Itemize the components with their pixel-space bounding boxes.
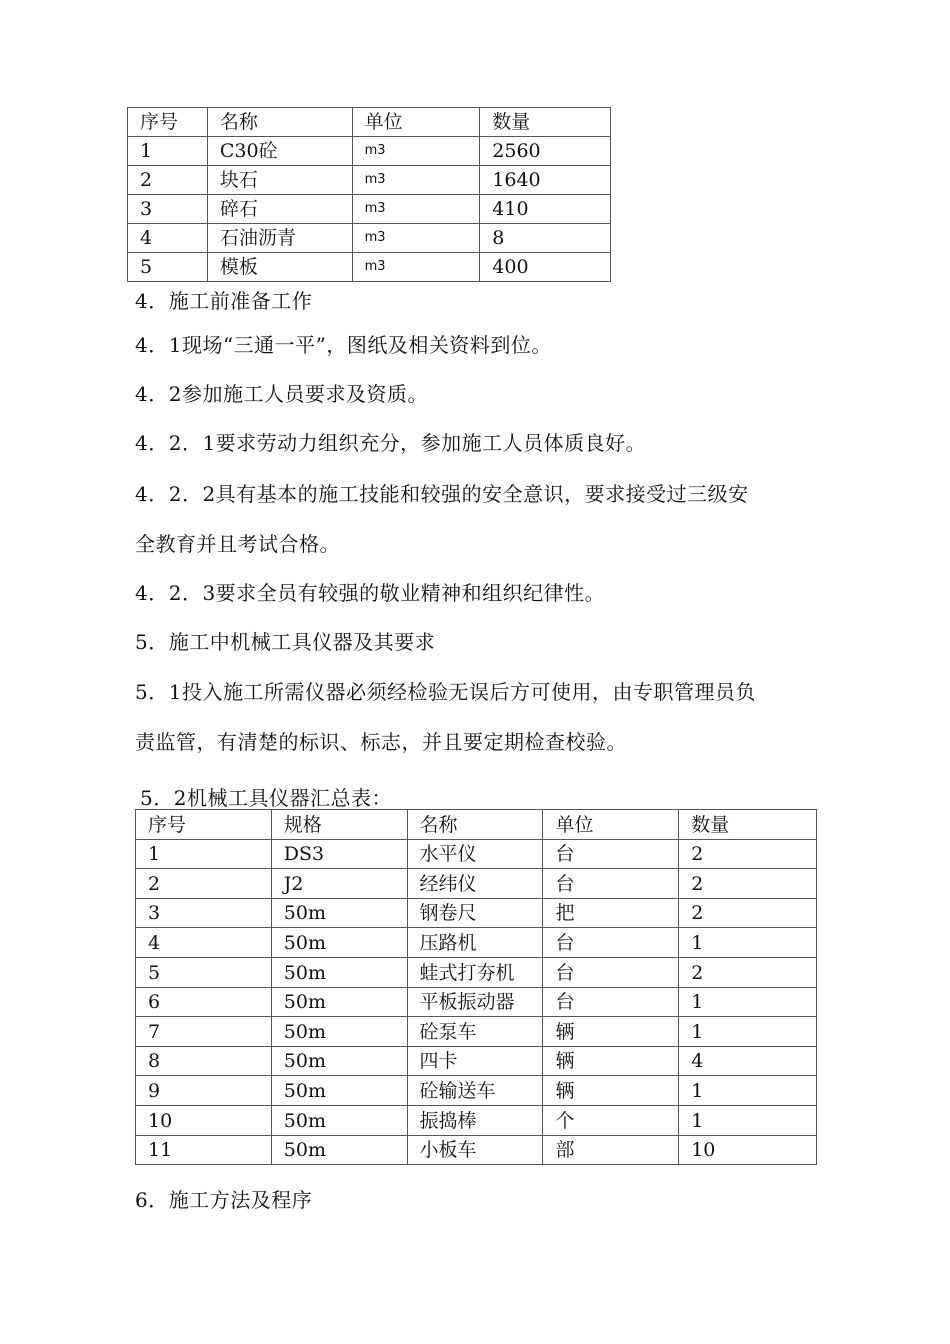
- materials-cell: m3: [352, 195, 480, 224]
- section-4-heading: 4．施工前准备工作: [135, 289, 313, 313]
- materials-cell: m3: [352, 137, 480, 166]
- equipment-cell: 50m: [271, 957, 407, 987]
- equipment-cell: 辆: [543, 1017, 679, 1047]
- equipment-cell: 蛙式打夯机: [407, 957, 543, 987]
- equipment-cell: 四卡: [407, 1046, 543, 1076]
- table-row: [128, 166, 611, 195]
- equipment-cell: 把: [543, 898, 679, 928]
- equipment-header-cell: 序号: [136, 810, 272, 840]
- materials-cell: 模板: [207, 253, 352, 282]
- equipment-cell: 7: [136, 1017, 272, 1047]
- materials-cell: 碎石: [207, 195, 352, 224]
- materials-cell: m3: [352, 166, 480, 195]
- equipment-cell: 1: [679, 1076, 817, 1106]
- equipment-cell: 钢卷尺: [407, 898, 543, 928]
- table-row: [136, 869, 817, 899]
- equipment-cell: 50m: [271, 1105, 407, 1135]
- equipment-cell: 5: [136, 957, 272, 987]
- equipment-cell: 1: [679, 1105, 817, 1135]
- section-4-1: 4．1现场“三通一平”，图纸及相关资料到位。: [135, 333, 552, 357]
- equipment-cell: 部: [543, 1135, 679, 1165]
- section-6-heading: 6．施工方法及程序: [135, 1188, 313, 1212]
- materials-cell: C30砼: [207, 137, 352, 166]
- equipment-cell: 50m: [271, 1017, 407, 1047]
- equipment-cell: 2: [679, 839, 817, 869]
- materials-cell: 石油沥青: [207, 224, 352, 253]
- table-row: [136, 1076, 817, 1106]
- section-5-1-line1: 5．1投入施工所需仪器必须经检验无误后方可使用，由专职管理员负: [135, 680, 756, 704]
- equipment-cell: 2: [136, 869, 272, 899]
- equipment-cell: 9: [136, 1076, 272, 1106]
- materials-cell: 块石: [207, 166, 352, 195]
- section-4-2-2-line1: 4．2．2具有基本的施工技能和较强的安全意识，要求接受过三级安: [135, 482, 749, 506]
- equipment-table: [135, 809, 817, 1165]
- section-5-1-line2: 责监管，有清楚的标识、标志，并且要定期检查校验。: [135, 730, 627, 754]
- equipment-cell: 振捣棒: [407, 1105, 543, 1135]
- table-row: [128, 224, 611, 253]
- table-row: [128, 253, 611, 282]
- equipment-cell: 砼输送车: [407, 1076, 543, 1106]
- equipment-header-cell: 规格: [271, 810, 407, 840]
- equipment-cell: 10: [136, 1105, 272, 1135]
- materials-cell: 3: [128, 195, 208, 224]
- table-row: [136, 957, 817, 987]
- equipment-cell: 2: [679, 869, 817, 899]
- equipment-cell: 50m: [271, 987, 407, 1017]
- equipment-cell: J2: [271, 869, 407, 899]
- table-row: [136, 1046, 817, 1076]
- section-4-2-1: 4．2．1要求劳动力组织充分，参加施工人员体质良好。: [135, 431, 647, 455]
- table-row: [136, 1135, 817, 1165]
- materials-cell: 2: [128, 166, 208, 195]
- equipment-cell: 3: [136, 898, 272, 928]
- section-5-2: 5．2机械工具仪器汇总表：: [140, 786, 392, 810]
- equipment-cell: 50m: [271, 1135, 407, 1165]
- equipment-cell: 50m: [271, 898, 407, 928]
- table-row: [136, 1105, 817, 1135]
- equipment-cell: 1: [679, 987, 817, 1017]
- materials-cell: 4: [128, 224, 208, 253]
- equipment-header-cell: 数量: [679, 810, 817, 840]
- equipment-cell: 台: [543, 869, 679, 899]
- equipment-cell: 台: [543, 957, 679, 987]
- equipment-cell: 台: [543, 987, 679, 1017]
- materials-table: [127, 107, 611, 282]
- materials-cell: 8: [480, 224, 611, 253]
- equipment-cell: 压路机: [407, 928, 543, 958]
- table-row: [136, 928, 817, 958]
- materials-cell: 1640: [480, 166, 611, 195]
- equipment-cell: 2: [679, 957, 817, 987]
- equipment-cell: 辆: [543, 1046, 679, 1076]
- equipment-cell: 水平仪: [407, 839, 543, 869]
- materials-header-cell: 单位: [352, 108, 480, 137]
- materials-header-row: [128, 108, 611, 137]
- section-4-2-2-line2: 全教育并且考试合格。: [135, 532, 340, 556]
- section-5-heading: 5．施工中机械工具仪器及其要求: [135, 630, 436, 654]
- materials-cell: 2560: [480, 137, 611, 166]
- equipment-cell: 平板振动器: [407, 987, 543, 1017]
- equipment-header-cell: 名称: [407, 810, 543, 840]
- equipment-cell: 1: [136, 839, 272, 869]
- table-row: [128, 137, 611, 166]
- equipment-cell: 50m: [271, 928, 407, 958]
- table-row: [136, 898, 817, 928]
- materials-cell: m3: [352, 224, 480, 253]
- table-row: [136, 839, 817, 869]
- table-row: [128, 195, 611, 224]
- equipment-cell: 4: [136, 928, 272, 958]
- materials-header-cell: 名称: [207, 108, 352, 137]
- equipment-cell: 台: [543, 839, 679, 869]
- materials-header-cell: 数量: [480, 108, 611, 137]
- equipment-cell: DS3: [271, 839, 407, 869]
- equipment-header-cell: 单位: [543, 810, 679, 840]
- equipment-cell: 砼泵车: [407, 1017, 543, 1047]
- equipment-cell: 个: [543, 1105, 679, 1135]
- materials-header-cell: 序号: [128, 108, 208, 137]
- materials-cell: 400: [480, 253, 611, 282]
- section-4-2-3: 4．2．3要求全员有较强的敬业精神和组织纪律性。: [135, 581, 606, 605]
- materials-cell: m3: [352, 253, 480, 282]
- equipment-cell: 8: [136, 1046, 272, 1076]
- equipment-cell: 台: [543, 928, 679, 958]
- equipment-cell: 6: [136, 987, 272, 1017]
- equipment-cell: 辆: [543, 1076, 679, 1106]
- materials-cell: 1: [128, 137, 208, 166]
- equipment-cell: 50m: [271, 1076, 407, 1106]
- equipment-cell: 4: [679, 1046, 817, 1076]
- equipment-cell: 11: [136, 1135, 272, 1165]
- equipment-cell: 小板车: [407, 1135, 543, 1165]
- equipment-header-row: [136, 810, 817, 840]
- equipment-cell: 10: [679, 1135, 817, 1165]
- section-4-2: 4．2参加施工人员要求及资质。: [135, 382, 428, 406]
- equipment-cell: 2: [679, 898, 817, 928]
- table-row: [136, 1017, 817, 1047]
- equipment-cell: 1: [679, 1017, 817, 1047]
- equipment-cell: 经纬仪: [407, 869, 543, 899]
- materials-cell: 410: [480, 195, 611, 224]
- equipment-cell: 50m: [271, 1046, 407, 1076]
- materials-cell: 5: [128, 253, 208, 282]
- table-row: [136, 987, 817, 1017]
- equipment-cell: 1: [679, 928, 817, 958]
